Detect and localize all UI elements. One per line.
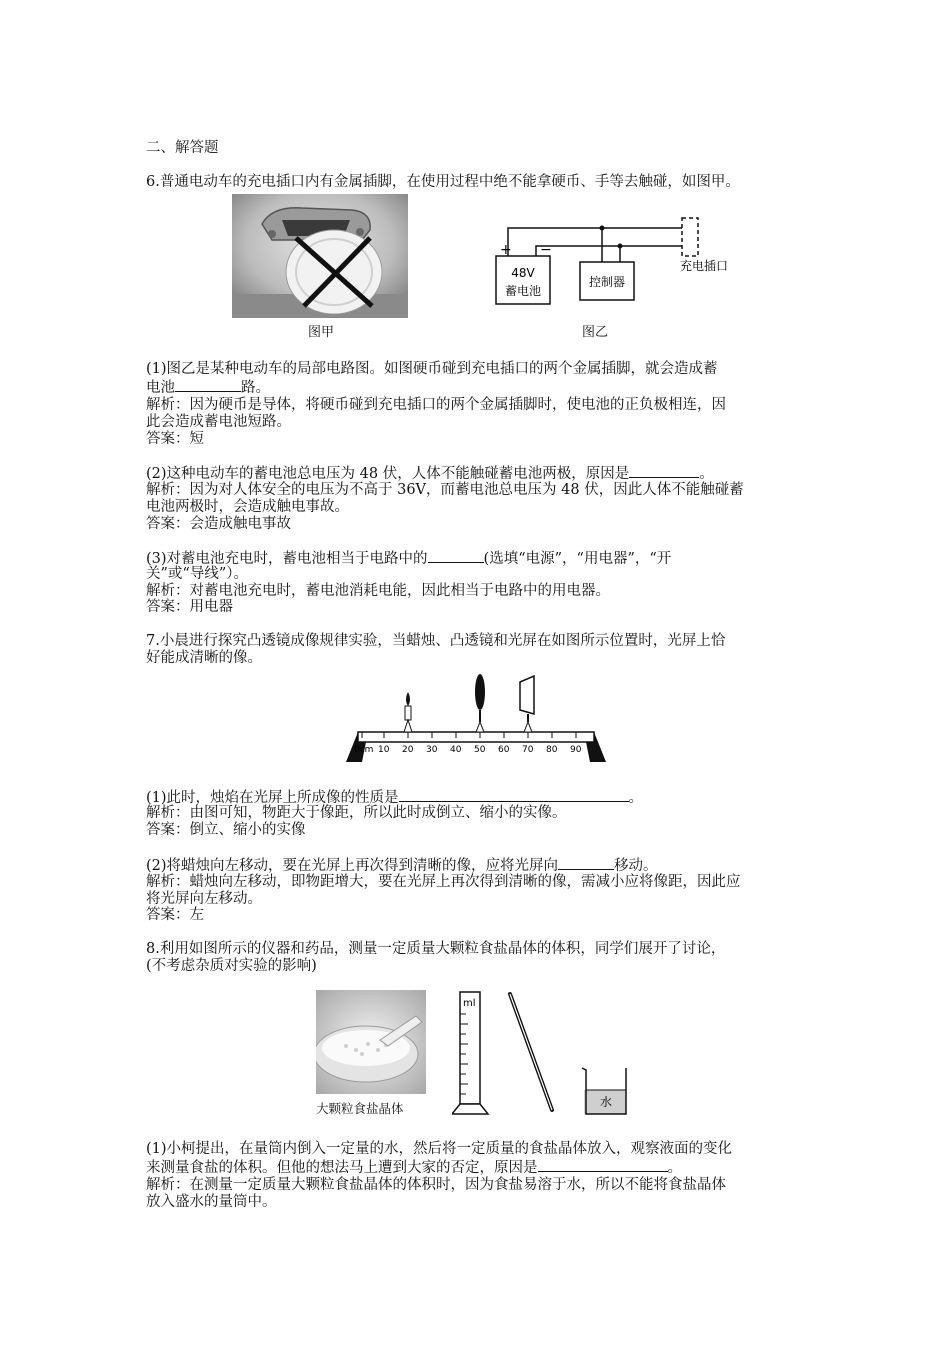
text-segment: 电池 <box>146 380 175 396</box>
q7-stem-1: 7.小晨进行探究凸透镜成像规律实验，当蜡烛、凸透镜和光屏在如图所示位置时，光屏上恰 <box>146 633 726 649</box>
controller-label: 控制器 <box>588 275 626 289</box>
salt-crystal-photo <box>316 990 426 1094</box>
ruler-label-20: 20 <box>402 745 414 755</box>
q6-p2-explanation-1: 解析：因为对人体安全的电压为不高于 36V，而蓄电池总电压为 48 伏，因此人体不能触碰蓄 <box>146 482 744 498</box>
q8-stem-1: 8.利用如图所示的仪器和药品，测量一定质量大颗粒食盐晶体的体积，同学们展开了讨论， <box>146 941 726 957</box>
battery-label: 蓄电池 <box>504 284 542 298</box>
figure-b-caption: 图乙 <box>582 325 609 340</box>
q6-p1-explanation-2: 此会造成蓄电池短路。 <box>146 414 291 430</box>
text-segment: (3)对蓄电池充电时，蓄电池相当于电路中的 <box>146 551 428 567</box>
figure-optical-bench <box>340 670 612 766</box>
text-segment: (2)这种电动车的蓄电池总电压为 48 伏，人体不能触碰蓄电池两极，原因是 <box>146 466 630 482</box>
q6-p2-answer: 答案：会造成触电事故 <box>146 516 291 532</box>
plus-sign: + <box>500 242 512 258</box>
section-title: 二、解答题 <box>146 140 219 156</box>
q8-p1-explanation-2: 放入盛水的量筒中。 <box>146 1194 277 1210</box>
ruler-label-0: 0cm <box>354 745 374 755</box>
q7-p1-answer: 答案：倒立、缩小的实像 <box>146 822 306 838</box>
port-label: 充电插口 <box>679 259 729 273</box>
ruler-label-10: 10 <box>378 745 390 755</box>
q8-p1-line1: (1)小柯提出，在量筒内倒入一定量的水，然后将一定质量的食盐晶体放入，观察液面的变化 <box>146 1141 733 1157</box>
text-segment: 移动。 <box>614 858 658 874</box>
answer-blank[interactable] <box>538 1158 668 1172</box>
ruler-label-40: 40 <box>450 745 462 755</box>
text-segment: 。 <box>667 1160 682 1176</box>
q7-p2-answer: 答案：左 <box>146 907 204 923</box>
q6-p2-explanation-2: 电池两极时，会造成触电事故。 <box>146 499 349 515</box>
ruler-label-60: 60 <box>498 745 510 755</box>
figure-a-charging-port-photo <box>232 194 408 318</box>
q6-p1-line1: (1)图乙是某种电动车的局部电路图。如图硬币碰到充电插口的两个金属插脚，就会造成蓄 <box>146 361 718 377</box>
q6-p1-explanation-1: 解析：因为硬币是导体，将硬币碰到充电插口的两个金属插脚时，使电池的正负极相连，因 <box>146 397 726 413</box>
cylinder-unit-label: ml <box>463 998 476 1009</box>
answer-blank[interactable] <box>399 788 629 802</box>
text-segment: (2)将蜡烛向左移动，要在光屏上再次得到清晰的像，应将光屏向 <box>146 858 559 874</box>
q7-p2-explanation-1: 解析：蜡烛向左移动，即物距增大，要在光屏上再次得到清晰的像，需减小应将像距，因此应 <box>146 874 741 890</box>
q7-p1-explanation: 解析：由图可知，物距大于像距，所以此时成倒立、缩小的实像。 <box>146 805 567 821</box>
text-segment: (1)此时，烛焰在光屏上所成像的性质是 <box>146 790 399 806</box>
q8-p1-line2 <box>146 1158 682 1177</box>
light-screen-icon <box>520 676 534 732</box>
q7-stem-2: 好能成清晰的像。 <box>146 650 262 666</box>
text-segment: 。 <box>699 466 714 482</box>
q6-p3-line2: 关”或“导线”）。 <box>146 566 248 582</box>
battery-voltage-label: 48V <box>511 266 535 280</box>
glass-rod-icon <box>502 990 562 1116</box>
answer-blank[interactable] <box>629 464 699 478</box>
ruler-label-70: 70 <box>522 745 534 755</box>
q6-p3-answer: 答案：用电器 <box>146 599 233 615</box>
figure-b-circuit-diagram <box>492 216 732 314</box>
q6-p1-answer: 答案：短 <box>146 431 204 447</box>
ruler-label-80: 80 <box>546 745 558 755</box>
convex-lens-icon <box>475 674 485 732</box>
figure-a-caption: 图甲 <box>308 325 335 340</box>
q6-stem: 6.普通电动车的充电插口内有金属插脚，在使用过程中绝不能拿硬币、手等去触碰，如图甲。 <box>146 174 740 190</box>
answer-blank[interactable] <box>428 549 484 563</box>
candle-icon <box>404 692 412 732</box>
minus-sign: − <box>540 242 552 258</box>
q8-p1-explanation-1: 解析：在测量一定质量大颗粒食盐晶体的体积时，因为食盐易溶于水，所以不能将食盐晶体 <box>146 1177 726 1193</box>
ruler-label-50: 50 <box>474 745 486 755</box>
text-segment: 路。 <box>241 380 270 396</box>
ruler-label-30: 30 <box>426 745 438 755</box>
q8-stem-2: (不考虑杂质对实验的影响) <box>146 958 317 974</box>
q6-p1-line2 <box>146 378 270 397</box>
answer-blank[interactable] <box>558 856 614 870</box>
water-label: 水 <box>600 1095 613 1109</box>
text-segment: 来测量食盐的体积。但他的想法马上遭到大家的否定，原因是 <box>146 1160 538 1176</box>
text-segment: (选填“电源”，“用电器”，“开 <box>483 551 672 567</box>
graduated-cylinder-icon <box>452 990 502 1116</box>
salt-caption: 大颗粒食盐晶体 <box>316 1101 404 1116</box>
port-box <box>682 218 698 256</box>
optical-bench-rail <box>358 732 594 742</box>
text-segment: 。 <box>628 790 644 806</box>
beaker-with-water-icon <box>578 1062 634 1118</box>
q6-p3-explanation: 解析：对蓄电池充电时，蓄电池消耗电能，因此相当于电路中的用电器。 <box>146 583 610 599</box>
ruler-label-90: 90 <box>570 745 582 755</box>
q7-p2-explanation-2: 将光屏向左移动。 <box>146 891 262 907</box>
answer-blank[interactable] <box>175 378 241 392</box>
